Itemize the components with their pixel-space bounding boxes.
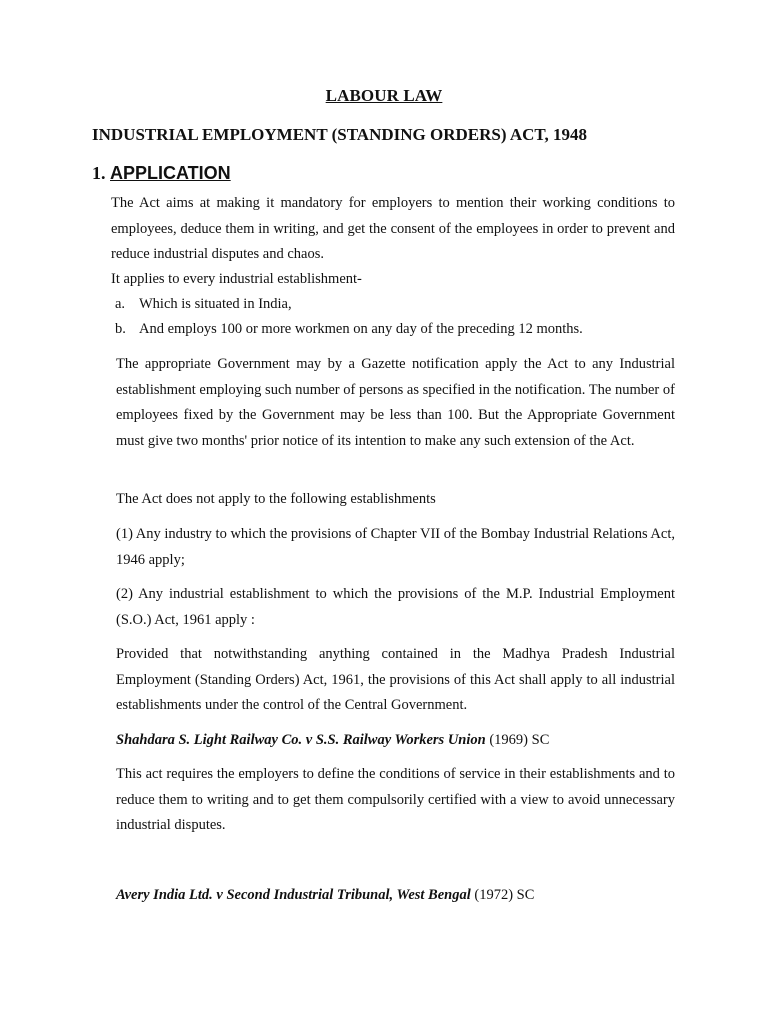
- list-item-text: And employs 100 or more workmen on any day of the preceding 12 months.: [139, 321, 583, 337]
- act-title: INDUSTRIAL EMPLOYMENT (STANDING ORDERS) ACT, 1948: [92, 125, 587, 144]
- document-title: LABOUR LAW: [325, 86, 443, 105]
- section-heading-text: APPLICATION: [110, 163, 231, 183]
- list-marker: b.: [115, 321, 126, 337]
- case-citation-1: [116, 728, 549, 754]
- section-heading: [92, 163, 231, 184]
- proviso-paragraph: Provided that notwithstanding anything contained in the Madhya Pradesh Industrial Employment (Standing Orders) Act, 1961, the provisions of this Act shall apply to all industrial establishments under the control of the Central Government.: [116, 646, 675, 713]
- exception-2-paragraph: (2) Any industrial establishment to which the provisions of the M.P. Industrial Employment (S.O.) Act, 1961 apply :: [116, 586, 675, 628]
- intro-paragraph: The Act aims at making it mandatory for employers to mention their working conditions to employees, deduce them in writing, and get the consent of the employees in order to prevent and reduce industrial disputes and chaos.: [111, 195, 675, 262]
- exception-1-paragraph: (1) Any industry to which the provisions of Chapter VII of the Bombay Industrial Relations Act, 1946 apply;: [116, 526, 675, 568]
- section-number: 1.: [92, 163, 106, 183]
- government-paragraph: The appropriate Government may by a Gazette notification apply the Act to any Industrial establishment employing such number of persons as specified in the notification. The number of employees fixed by the Government may be less than 100. But the Appropriate Government must give two months' prior notice of its intention to make any such extension of the Act.: [116, 356, 675, 449]
- not-apply-line: The Act does not apply to the following establishments: [116, 491, 436, 507]
- requirement-paragraph: This act requires the employers to define the conditions of service in their establishments and to reduce them to writing and to get them compulsorily certified with a view to avoid unnecessary industrial disputes.: [116, 766, 675, 833]
- case-year: (1972) SC: [470, 887, 535, 903]
- list-item: [115, 292, 292, 318]
- case-name: Avery India Ltd. v Second Industrial Tribunal, West Bengal: [116, 887, 471, 903]
- list-marker: a.: [115, 296, 126, 312]
- case-citation-2: [116, 883, 534, 909]
- case-year: (1969) SC: [485, 732, 550, 748]
- applies-line: It applies to every industrial establishment-: [111, 271, 362, 287]
- case-name: Shahdara S. Light Railway Co. v S.S. Railway Workers Union: [116, 732, 486, 748]
- list-item: [115, 317, 583, 343]
- list-item-text: Which is situated in India,: [139, 296, 292, 312]
